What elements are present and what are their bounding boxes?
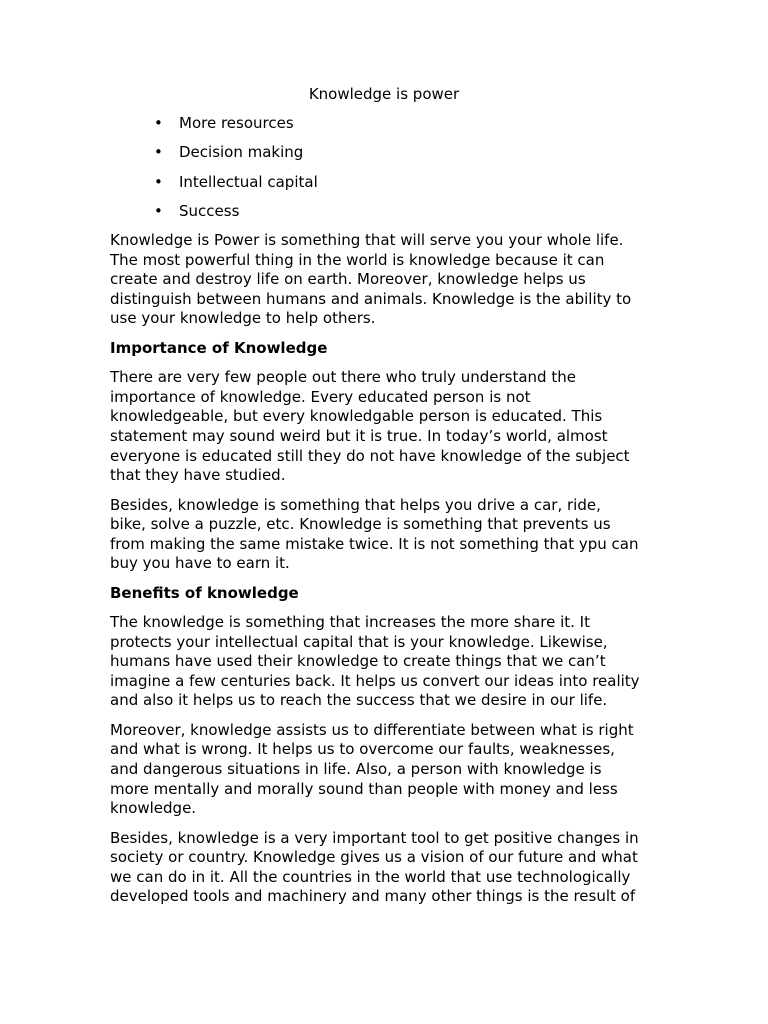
text-line: imagine a few centuries back. It helps us convert our ideas into reality bbox=[110, 671, 640, 690]
intro-paragraph bbox=[110, 231, 670, 329]
bullet-icon: • bbox=[154, 201, 163, 220]
text-line: The knowledge is something that increases the more share it. It bbox=[110, 613, 590, 632]
bullet-text: Intellectual capital bbox=[179, 172, 318, 191]
list-item bbox=[0, 114, 768, 143]
list-item bbox=[0, 143, 768, 172]
text-line: distinguish between humans and animals. Knowledge is the ability to bbox=[110, 289, 632, 308]
list-item bbox=[0, 202, 768, 231]
text-line: Knowledge is Power is something that will serve you your whole life. bbox=[110, 231, 624, 249]
text-line: that they have studied. bbox=[110, 466, 286, 485]
benefits-paragraph-3 bbox=[110, 829, 670, 907]
bullet-list bbox=[0, 114, 768, 231]
text-line: The most powerful thing in the world is knowledge because it can bbox=[110, 250, 605, 269]
text-line: we can do in it. All the countries in the world that use technologically bbox=[110, 867, 631, 886]
bullet-icon: • bbox=[154, 114, 163, 132]
importance-paragraph-2 bbox=[110, 496, 670, 574]
section-heading-benefits: Benefits of knowledge bbox=[110, 583, 299, 602]
text-line: knowledge. bbox=[110, 799, 197, 818]
text-line: protects your intellectual capital that is your knowledge. Likewise, bbox=[110, 632, 608, 651]
text-line: from making the same mistake twice. It is not something that ypu can bbox=[110, 534, 639, 553]
importance-paragraph-1 bbox=[110, 368, 670, 486]
document-title: Knowledge is power bbox=[308, 85, 460, 103]
bullet-text: More resources bbox=[179, 114, 294, 132]
text-line: more mentally and morally sound than people with money and less bbox=[110, 779, 618, 798]
text-line: and what is wrong. It helps us to overcome our faults, weaknesses, bbox=[110, 740, 615, 759]
document-body bbox=[110, 231, 670, 917]
text-line: use your knowledge to help others. bbox=[110, 309, 376, 328]
bullet-icon: • bbox=[154, 172, 163, 191]
text-line: Moreover, knowledge assists us to differentiate between what is right bbox=[110, 720, 634, 739]
text-line: create and destroy life on earth. Moreover, knowledge helps us bbox=[110, 270, 586, 289]
text-line: society or country. Knowledge gives us a vision of our future and what bbox=[110, 848, 638, 867]
text-line: statement may sound weird but it is true. In today’s world, almost bbox=[110, 426, 608, 445]
section-heading-importance: Importance of Knowledge bbox=[110, 338, 328, 357]
benefits-paragraph-2 bbox=[110, 721, 670, 819]
text-line: everyone is educated still they do not have knowledge of the subject bbox=[110, 446, 630, 465]
text-line: Besides, knowledge is something that helps you drive a car, ride, bbox=[110, 495, 601, 514]
text-line: bike, solve a puzzle, etc. Knowledge is something that prevents us bbox=[110, 515, 611, 534]
benefits-paragraph-1 bbox=[110, 613, 670, 711]
list-item bbox=[0, 173, 768, 202]
bullet-text: Decision making bbox=[179, 143, 304, 162]
bullet-text: Success bbox=[179, 201, 240, 220]
text-line: and dangerous situations in life. Also, a person with knowledge is bbox=[110, 760, 602, 779]
text-line: humans have used their knowledge to create things that we can’t bbox=[110, 652, 606, 671]
text-line: Besides, knowledge is a very important tool to get positive changes in bbox=[110, 828, 639, 847]
text-line: and also it helps us to reach the success that we desire in our life. bbox=[110, 691, 608, 710]
text-line: There are very few people out there who truly understand the bbox=[110, 368, 576, 387]
text-line: knowledgeable, but every knowledgable person is educated. This bbox=[110, 407, 603, 426]
bullet-icon: • bbox=[154, 143, 163, 162]
text-line: buy you have to earn it. bbox=[110, 554, 290, 573]
text-line: developed tools and machinery and many other things is the result of bbox=[110, 887, 636, 906]
text-line: importance of knowledge. Every educated person is not bbox=[110, 387, 531, 406]
